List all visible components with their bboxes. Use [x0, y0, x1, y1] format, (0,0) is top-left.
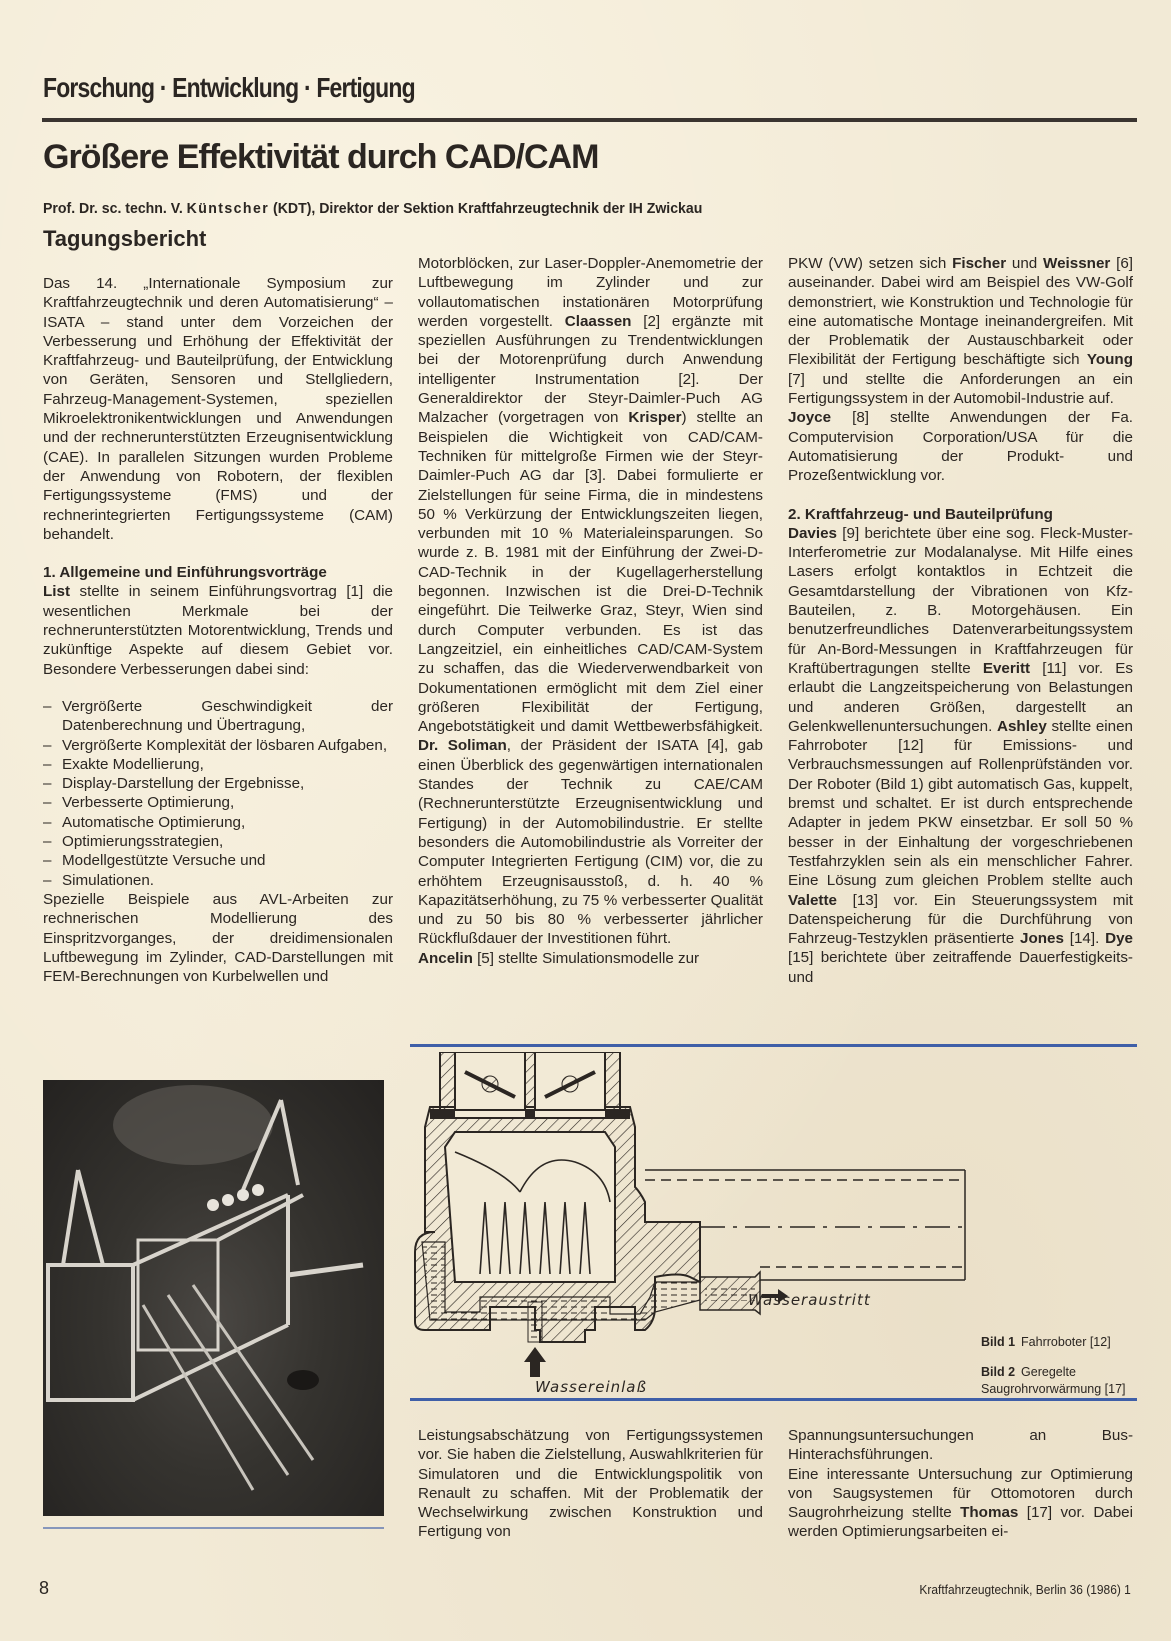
- list-item: – Simulationen.: [43, 871, 393, 890]
- section-2-heading: 2. Kraftfahrzeug- und Bauteilprüfung: [788, 505, 1053, 523]
- avl-paragraph: Spezielle Beispiele aus AVL-Arbeiten zur rechnerischen Modellierung des Einspritzvorganges, der dreidimensionalen Luftbewegung im Zylinder, CAD-Darstellungen mit FEM-Berechnungen von Kurbelwellen und: [43, 890, 393, 986]
- paragraph-text: stellte in seinem Einführungsvortrag [1] die wesentlichen Merkmale bei der rechnerunterstützten Motorentwicklung, Trends und zukünftige Aspekte auf diesem Gebiet vor. Besondere Verbesserungen dabei sind:: [43, 583, 393, 678]
- name-thomas: Thomas: [960, 1504, 1019, 1522]
- paragraph-list-intro: [43, 582, 393, 678]
- list-item: – Modellgestützte Versuche und: [43, 851, 393, 870]
- list-item: – Vergrößerte Komplexität der lösbaren Aufgaben,: [43, 736, 393, 755]
- author-prefix: Prof. Dr. sc. techn. V.: [43, 200, 187, 217]
- column-4: [418, 1426, 763, 1542]
- name-krisper: Krisper: [628, 409, 682, 427]
- list-item: – Exakte Modellierung,: [43, 755, 393, 774]
- paragraph: PKW (VW) setzen sich Fischer und Weissner [6] auseinander. Dabei wird am Beispiel des VW-Golf demonstriert, wie Konstruktion und Technologie für eine automatische Montage ineinandergreifen. Mit der Problematik der Austauschbarkeit oder Flexibilität der Fertigung beschäftigte sich Young [7] und stellte die Anforderungen an ein Fertigungssystem in der Automobil-Industrie auf.: [788, 255, 1133, 408]
- photo-fahrroboter: [43, 1080, 384, 1516]
- caption-text: Fahrroboter [12]: [1021, 1335, 1111, 1349]
- name-weissner: Weissner: [1043, 255, 1111, 272]
- name-soliman: Dr. Soliman: [418, 737, 507, 755]
- author-affiliation: (KDT), Direktor der Sektion Kraftfahrzeugtechnik der IH Zwickau: [269, 200, 703, 217]
- caption-number: Bild 2: [981, 1365, 1016, 1379]
- caption-number: Bild 1: [981, 1335, 1016, 1349]
- name-ashley: Ashley: [997, 717, 1047, 735]
- name-ancelin: Ancelin: [418, 949, 473, 967]
- label-water-outlet: Wasseraustritt: [748, 1291, 871, 1309]
- caption-bild-2: [981, 1364, 1131, 1398]
- paragraph: Ancelin [5] stellte Simulationsmodelle zur: [418, 949, 700, 967]
- list-item: – Verbesserte Optimierung,: [43, 793, 393, 812]
- improvements-list: [43, 697, 393, 890]
- section-1-heading: 1. Allgemeine und Einführungsvorträge: [43, 564, 327, 582]
- paragraph: Motorblöcken, zur Laser-Doppler-Anemometrie der Luftbewegung im Zylinder und zur vollautomatischen instationären Motorprüfung werden vorgestellt. Claassen [2] ergänzte mit speziellen Ausführungen zu Trendentwicklungen bei der Motorenprüfung durch Anwendung intelligenter Instrumentation [2]. Der Generaldirektor der Steyr-Daimler-Puch AG Malzacher (vorgetragen von Krisper) stellte an Beispielen die Wichtigkeit von CAD/CAM-Techniken für mittelgroße Firmen wie der Steyr-Daimler-Puch AG dar [3]. Dabei formulierte er Zielstellungen für seine Firma, die in mindestens 50 % Verkürzung der Entwicklungszeiten liegen, verbunden mit 10 % Materialeinsparungen. So wurde z. B. 1981 mit der Einführung der Zwei-D-CAD-Technik in der Kugellagerherstellung begonnen. Inzwischen ist die Drei-D-Technik eingeführt. Die Teilwerke Graz, Steyr, Wien sind durch Computer verbunden. Es ist das Langzeitziel, ein einheitliches CAD/CAM-System zu schaffen, das die Wiederverwendbarkeit von Dokumentationen ermöglicht mit dem Ziel einer größeren Flexibilität der Fertigung, Angebotstätigkeit und damit Wettbewerbsfähigkeit. Dr. Soliman, der Präsident der ISATA [4], gab einen Überblick des gegenwärtigen internationalen Standes der Technik zu CAE/CAM (Rechnerunterstützte Erzeugnisentwicklung und Fertigung) in der Automobilindustrie. Er stellte besonders die Automobilindustrie als Vorreiter der Computer Integrierten Fertigung (CIM) vor, die zu erhöhtem Erzeugnisausstoß, d. h. 40 % Kapazitätserhöhung, zu 75 % verbesserter Qualität und zu 50 bis 80 % verbesserter jährlicher Rückflußdauer der Investitionen führt.: [418, 255, 763, 948]
- paragraph: Eine interessante Untersuchung zur Optimierung von Saugsystemen für Ottomotoren durch Saugrohrheizung stellte Thomas [17] vor. Dabei werden Optimierungsarbeiten ei-: [788, 1465, 1133, 1541]
- list-item: – Display-Darstellung der Ergebnisse,: [43, 774, 393, 793]
- intro-paragraph: Das 14. „Internationale Symposium zur Kraftfahrzeugtechnik und deren Automatisierung“ – ISATA – stand unter dem Vorzeichen der Verbesserung und Erhöhung der Effektivität der Kraftfahrzeug- und Bauteilprüfung, der Entwicklung von Geräten, Sensoren und Stellgliedern, Fahrzeug-Management-Systemen, speziellen Mikroelektronikentwicklungen und Anwendungen und der rechnerunterstützten Erzeugnisentwicklung (CAE). In parallelen Sitzungen wurden Probleme der Anwendung von Robotern, der flexiblen Fertigungssysteme (FMS) und der rechnerintegrierten Fertigungssysteme (CAM) behandelt.: [43, 275, 393, 543]
- name-claassen: Claassen: [564, 312, 632, 330]
- author-line: [43, 200, 702, 217]
- name-young: Young: [1086, 351, 1133, 369]
- photo-rule: [43, 1527, 384, 1529]
- figure-rule-top: [410, 1044, 1137, 1047]
- name-jones: Jones: [1020, 930, 1064, 948]
- figure-rule-bottom: [410, 1398, 1137, 1401]
- name-dye: Dye: [1105, 930, 1133, 948]
- paragraph: Joyce [8] stellte Anwendungen der Fa. Computervision Corporation/USA für die Automatisierung der Produkt- und Prozeßentwicklung vor.: [788, 409, 1133, 485]
- name-davies: Davies: [788, 524, 837, 542]
- column-2: [418, 254, 763, 968]
- list-item: – Automatische Optimierung,: [43, 813, 393, 832]
- caption-text: Geregelte Saugrohrvorwärmung [17]: [981, 1365, 1126, 1396]
- section-heading: Forschung · Entwicklung · Fertigung: [43, 72, 415, 103]
- name-list: List: [43, 583, 71, 601]
- name-valette: Valette: [788, 891, 837, 909]
- list-item: – Optimierungsstrategien,: [43, 832, 393, 851]
- author-name: Küntscher: [186, 200, 270, 217]
- name-fischer: Fischer: [952, 255, 1007, 272]
- paragraph: Leistungsabschätzung von Fertigungssystemen vor. Sie haben die Zielstellung, Auswahlkriterien für Simulatoren und die Entwicklungspolitik von Renault zu schaffen. Mit der Problematik der Wechselwirkung zwischen Konstruktion und Fertigung von: [418, 1427, 763, 1541]
- page-number: 8: [39, 1578, 50, 1598]
- name-everitt: Everitt: [982, 659, 1031, 677]
- name-joyce: Joyce: [788, 409, 832, 427]
- caption-bild-1: [981, 1334, 1111, 1351]
- report-subheading: Tagungsbericht: [43, 226, 207, 251]
- list-item: – Vergrößerte Geschwindigkeit der Datenberechnung und Übertragung,: [43, 697, 393, 736]
- robot-photo-illustration: [43, 1080, 384, 1516]
- header-rule: [42, 118, 1137, 122]
- column-3: [788, 254, 1133, 987]
- diagram-saugrohr: [410, 1052, 970, 1387]
- column-1: [43, 274, 393, 986]
- journal-citation: Kraftfahrzeugtechnik, Berlin 36 (1986) 1: [919, 1582, 1131, 1597]
- column-5: [788, 1426, 1133, 1542]
- paragraph: Davies [9] berichtete über eine sog. Fleck-Muster-Interferometrie zur Modalanalyse. Mit Hilfe eines Lasers erfolgt kontaktlos in Echtzeit die Gesamtdarstellung der Vibrationen von Kfz-Bauteilen, z. B. Motorgehäusen. Ein benutzerfreundliches Datenverarbeitungssystem für An-Bord-Messungen in Kraftfahrzeugen für Kraftübertragungen stellte Everitt [11] vor. Es erlaubt die Langzeitspeicherung von Belastungen und anderen Größen, dargestellt an Gelenkwellenuntersuchungen. Ashley stellte einen Fahrroboter [12] für Emissions- und Verbrauchsmessungen auf Rollenprüfständen vor. Der Roboter (Bild 1) gibt automatisch Gas, kuppelt, bremst und schaltet. Er ist durch entsprechende Adapter in jedem PKW einsetzbar. Er soll 50 % besser in der Einhaltung der vorgeschriebenen Testfahrzyklen sein als ein menschlicher Fahrer. Eine Lösung zum gleichen Problem stellte auch Valette [13] vor. Ein Steuerungssystem mit Datenspeicherung für die Durchführung von Fahrzeug-Testzyklen präsentierte Jones [14]. Dye [15] berichtete über zeitraffende Dauerfestigkeits- und: [788, 524, 1133, 986]
- paragraph: Spannungsuntersuchungen an Bus-Hinterachsführungen.: [788, 1427, 1133, 1464]
- label-water-inlet: Wassereinlaß: [535, 1378, 647, 1396]
- article-title: Größere Effektivität durch CAD/CAM: [43, 138, 599, 176]
